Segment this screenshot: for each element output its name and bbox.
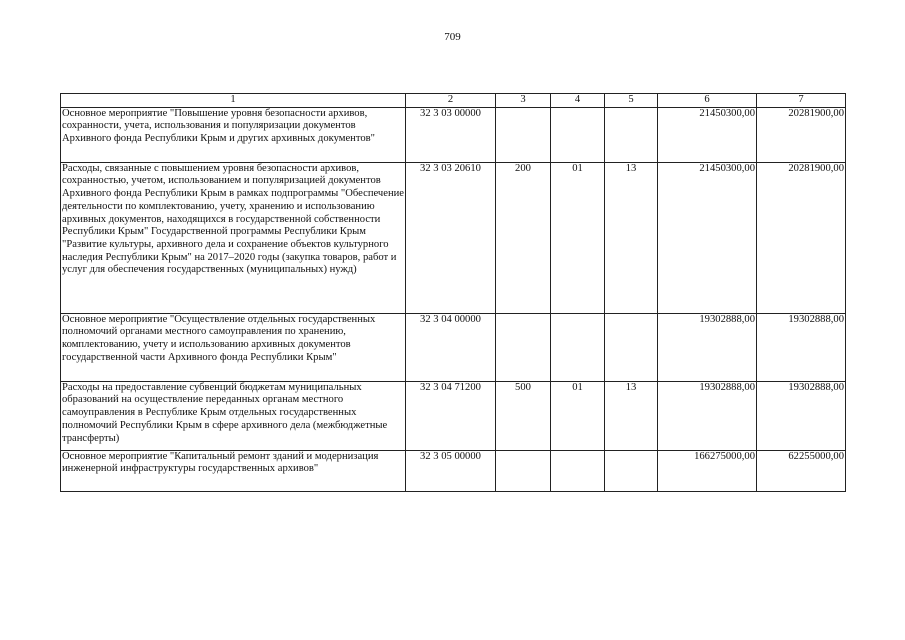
row-amount-1: 19302888,00	[658, 313, 757, 381]
row-col4: 01	[551, 162, 605, 313]
column-header: 4	[551, 94, 605, 108]
row-amount-1: 166275000,00	[658, 450, 757, 491]
row-col3: 500	[496, 381, 551, 450]
row-col3	[496, 107, 551, 162]
table-row	[61, 313, 846, 381]
row-code: 32 3 03 20610	[406, 162, 496, 313]
column-header: 1	[61, 94, 406, 108]
row-name: Основное мероприятие "Повышение уровня безопасности архивов, сохранности, учета, использования и популяризации документов Архивного фонда Республики Крым и других архивных документов"	[61, 107, 406, 162]
row-name: Расходы на предоставление субвенций бюджетам муниципальных образований на осуществление переданных органам местного самоуправления в Республике Крым отдельных государственных полномочий Республики Крым в сфере архивного дела (межбюджетные трансферты)	[61, 381, 406, 450]
row-col3	[496, 313, 551, 381]
row-amount-2: 19302888,00	[757, 313, 846, 381]
row-col5	[605, 450, 658, 491]
row-col3	[496, 450, 551, 491]
row-col5	[605, 313, 658, 381]
row-amount-2: 62255000,00	[757, 450, 846, 491]
row-col4: 01	[551, 381, 605, 450]
row-col4	[551, 107, 605, 162]
column-header: 6	[658, 94, 757, 108]
row-amount-1: 21450300,00	[658, 107, 757, 162]
column-header: 5	[605, 94, 658, 108]
row-amount-1: 21450300,00	[658, 162, 757, 313]
table-row	[61, 381, 846, 450]
table-header-row	[61, 94, 846, 108]
row-col5: 13	[605, 381, 658, 450]
row-amount-2: 19302888,00	[757, 381, 846, 450]
row-col5	[605, 107, 658, 162]
row-code: 32 3 04 71200	[406, 381, 496, 450]
column-header: 3	[496, 94, 551, 108]
row-name: Основное мероприятие "Осуществление отдельных государственных полномочий органами местного самоуправления по хранению, комплектованию, учету и использованию архивных документов государственной части Архивного фонда Республики Крым"	[61, 313, 406, 381]
row-col4	[551, 313, 605, 381]
column-header: 2	[406, 94, 496, 108]
row-amount-2: 20281900,00	[757, 107, 846, 162]
row-code: 32 3 04 00000	[406, 313, 496, 381]
budget-table	[60, 93, 846, 492]
table-row	[61, 450, 846, 491]
table-row	[61, 162, 846, 313]
page-number: 709	[444, 31, 461, 43]
row-name: Расходы, связанные с повышением уровня безопасности архивов, сохранностью, учетом, использованием и популяризацией документов Архивного фонда Республики Крым в рамках подпрограммы "Обеспечение деятельности по комплектованию, учету, хранению и использованию архивных документов, находящихся в государственной собственности Республики Крым" Государственной программы Республики Крым "Развитие культуры, архивного дела и сохранение объектов культурного наследия Республики Крым" на 2017–2020 годы (закупка товаров, работ и услуг для обеспечения государственных (муниципальных) нужд)	[61, 162, 406, 313]
table-row	[61, 107, 846, 162]
row-amount-1: 19302888,00	[658, 381, 757, 450]
row-col3: 200	[496, 162, 551, 313]
column-header: 7	[757, 94, 846, 108]
row-col5: 13	[605, 162, 658, 313]
row-amount-2: 20281900,00	[757, 162, 846, 313]
row-name: Основное мероприятие "Капитальный ремонт зданий и модернизация инженерной инфраструктуры государственных архивов"	[61, 450, 406, 491]
row-code: 32 3 05 00000	[406, 450, 496, 491]
row-code: 32 3 03 00000	[406, 107, 496, 162]
row-col4	[551, 450, 605, 491]
